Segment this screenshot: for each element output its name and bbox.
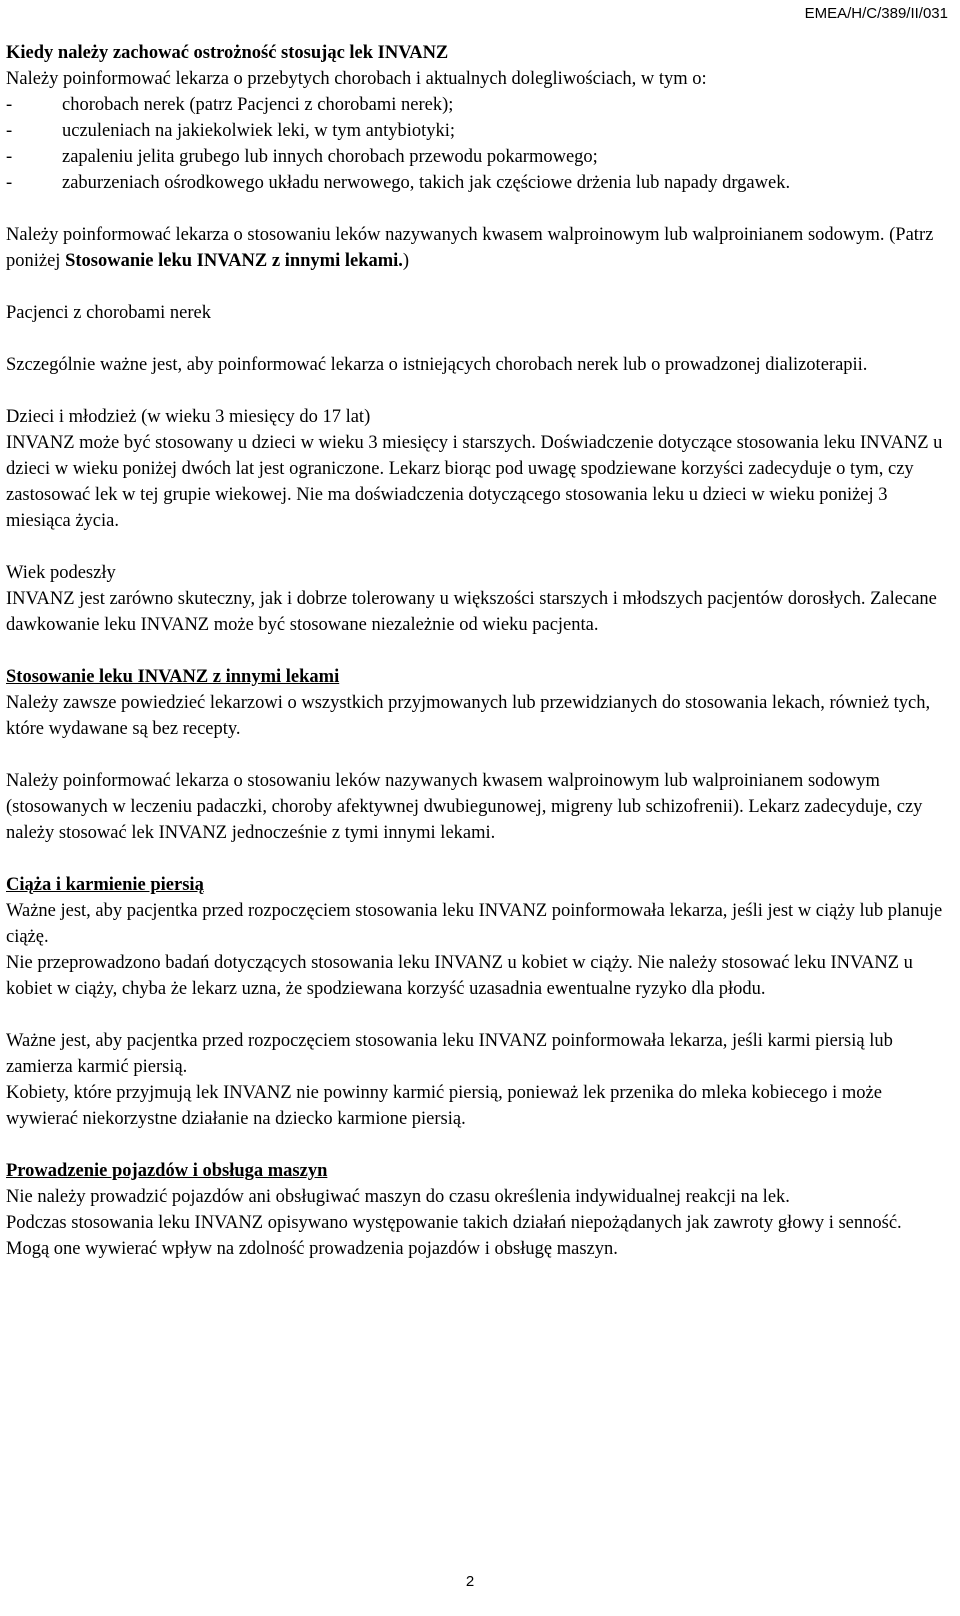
section-kidney xyxy=(6,300,946,378)
children-text: INVANZ może być stosowany u dzieci w wieku 3 miesięcy i starszych. Doświadczenie dotyczące stosowania leku INVANZ u dzieci w wieku poniżej dwóch lat jest ograniczone. Lekarz biorąc pod uwagę spodziewane korzyści zadecyduje o tym, czy zastosować lek w tej grupie wiekowej. Nie ma doświadczenia dotyczącego stosowania leku u dzieci w wieku poniżej 3 miesiąca życia. xyxy=(6,433,943,531)
document-code: EMEA/H/C/389/II/031 xyxy=(804,5,948,22)
valproate-cross-reference: Stosowanie leku INVANZ z innymi lekami. xyxy=(65,251,403,271)
section-interactions xyxy=(6,664,946,846)
pregnancy-text-3: Ważne jest, aby pacjentka przed rozpoczęciem stosowania leku INVANZ poinformowała lekarza, jeśli karmi piersią lub zamierza karmić piersią. xyxy=(6,1031,893,1077)
list-item-text: zapaleniu jelita grubego lub innych chorobach przewodu pokarmowego; xyxy=(62,147,598,167)
list-item xyxy=(6,144,946,170)
section-title-elderly: Wiek podeszły xyxy=(6,563,116,583)
valproate-text: Należy poinformować lekarza o stosowaniu leków nazywanych kwasem walproinowym lub walproinianem sodowym. (Patrz poniżej xyxy=(6,225,934,271)
list-item xyxy=(6,92,946,118)
pregnancy-text-1: Ważne jest, aby pacjentka przed rozpoczęciem stosowania leku INVANZ poinformowała lekarza, jeśli jest w ciąży lub planuje ciążę. xyxy=(6,901,943,947)
valproate-note xyxy=(6,222,946,274)
section-elderly xyxy=(6,560,946,638)
driving-text-1: Nie należy prowadzić pojazdów ani obsługiwać maszyn do czasu określenia indywidualnej reakcji na lek. xyxy=(6,1187,790,1207)
valproate-close: ) xyxy=(402,251,410,271)
leaflet-page xyxy=(6,40,946,1262)
section-title-driving: Prowadzenie pojazdów i obsługa maszyn xyxy=(6,1161,328,1181)
section-title-pregnancy: Ciąża i karmienie piersią xyxy=(6,875,204,895)
section-caution xyxy=(6,40,946,274)
list-dash: - xyxy=(6,173,13,193)
list-item xyxy=(6,170,946,196)
list-dash: - xyxy=(6,147,13,167)
list-dash: - xyxy=(6,121,13,141)
driving-text-2: Podczas stosowania leku INVANZ opisywano występowanie takich działań niepożądanych jak zawroty głowy i senność. Mogą one wywierać wpływ na zdolność prowadzenia pojazdów i obsługę maszyn. xyxy=(6,1213,902,1259)
interactions-text-1: Należy zawsze powiedzieć lekarzowi o wszystkich przyjmowanych lub przewidzianych do stosowania lekach, również tych, które wydawane są bez recepty. xyxy=(6,693,931,739)
interactions-text-2: Należy poinformować lekarza o stosowaniu leków nazywanych kwasem walproinowym lub walproinianem sodowym (stosowanych w leczeniu padaczki, choroby afektywnej dwubiegunowej, migreny lub schizofrenii). Lekarz zadecyduje, czy należy stosować lek INVANZ jednocześnie z tymi innymi lekami. xyxy=(6,771,923,843)
caution-intro: Należy poinformować lekarza o przebytych chorobach i aktualnych dolegliwościach, w tym o: xyxy=(6,69,707,89)
pregnancy-text-2: Nie przeprowadzono badań dotyczących stosowania leku INVANZ u kobiet w ciąży. Nie należy stosować leku INVANZ u kobiet w ciąży, chyba że lekarz uzna, że spodziewana korzyść uzasadnia ewentualne ryzyko dla płodu. xyxy=(6,953,913,999)
list-item xyxy=(6,118,946,144)
section-title-caution: Kiedy należy zachować ostrożność stosując lek INVANZ xyxy=(6,43,449,63)
section-title-kidney: Pacjenci z chorobami nerek xyxy=(6,303,211,323)
section-children xyxy=(6,404,946,534)
list-item-text: chorobach nerek (patrz Pacjenci z chorobami nerek); xyxy=(62,95,454,115)
pregnancy-text-4: Kobiety, które przyjmują lek INVANZ nie powinny karmić piersią, ponieważ lek przenika do mleka kobiecego i może wywierać niekorzystne działanie na dziecko karmione piersią. xyxy=(6,1083,882,1129)
section-pregnancy xyxy=(6,872,946,1132)
kidney-text: Szczególnie ważne jest, aby poinformować lekarza o istniejących chorobach nerek lub o prowadzonej dializoterapii. xyxy=(6,355,868,375)
section-title-children: Dzieci i młodzież (w wieku 3 miesięcy do 17 lat) xyxy=(6,407,371,427)
page-number: 2 xyxy=(465,1573,475,1590)
section-driving xyxy=(6,1158,946,1262)
list-item-text: uczuleniach na jakiekolwiek leki, w tym antybiotyki; xyxy=(62,121,456,141)
section-title-interactions: Stosowanie leku INVANZ z innymi lekami xyxy=(6,667,340,687)
elderly-text: INVANZ jest zarówno skuteczny, jak i dobrze tolerowany u większości starszych i młodszych pacjentów dorosłych. Zalecane dawkowanie leku INVANZ może być stosowane niezależnie od wieku pacjenta. xyxy=(6,589,937,635)
list-dash: - xyxy=(6,95,13,115)
list-item-text: zaburzeniach ośrodkowego układu nerwowego, takich jak częściowe drżenia lub napady drgawek. xyxy=(62,173,791,193)
caution-list xyxy=(6,92,946,196)
